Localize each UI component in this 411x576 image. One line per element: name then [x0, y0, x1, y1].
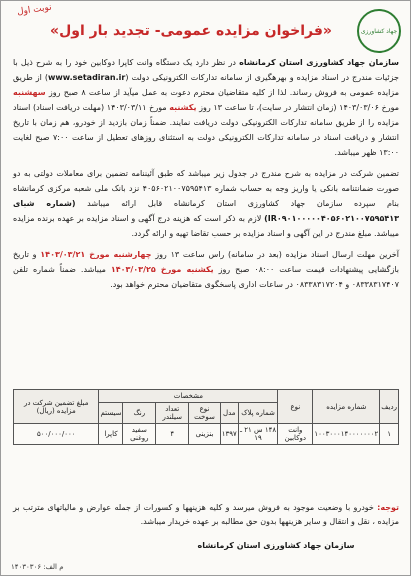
ad-code: م الف: ۱۴۰۳۰۳۰۶	[11, 563, 64, 571]
col-fuel: نوع سوخت	[189, 403, 220, 424]
intro-text-3: مورخ ۱۴۰۳/۰۳/۰۶ (زمان انتشار در سایت)، تا ساعت ۱۳ روز	[196, 103, 400, 112]
deadline-day: یکشنبه	[169, 103, 197, 112]
organization-logo	[357, 9, 401, 53]
col-pelak: شماره پلاک	[238, 403, 278, 424]
intro-text-1: در نظر دارد یک دستگاه وانت کاپرا دوکابین خود را به شرح ذیل با جزئیات مندرج در اسناد مزایده و بهرهگیری از سامانه تدارکات الکترونیکی دولت (	[13, 58, 399, 82]
paragraph-deadline	[13, 247, 399, 292]
organization-name: سازمان جهاد کشاورزی استان کرمانشاه	[239, 58, 399, 67]
deadline-text-3: میباشد. ضمناً شماره تلفن ۰۸۳۳۸۳۱۷۴۰۷ و ۰۸۳۳۸۳۱۷۲۰۴ در ساعات اداری پاسخگوی متقاضیان محترم خواهد بود.	[13, 265, 399, 289]
col-color: رنگ	[123, 403, 156, 424]
vehicle-table	[13, 389, 399, 445]
opening-day: یکشنبه	[186, 265, 214, 274]
start-day: سهشنبه	[13, 88, 46, 97]
cell-row: ۱	[380, 424, 399, 445]
col-specs: مشخصات	[99, 390, 278, 403]
note	[13, 501, 399, 529]
submit-day: چهارشنبه	[113, 250, 152, 259]
col-row: ردیف	[380, 390, 399, 424]
note-label: توجه:	[377, 503, 399, 512]
logo-text: جهاد کشاورزی	[360, 27, 398, 35]
guarantee-text-2: لازم به ذکر است که هزینه درج آگهی و اسناد مزایده بر عهده برنده مزایده میباشد. مبلغ مندرج در این آگهی و اسناد مزایده بر حسب تقاضا تهیه و ارائه گردد.	[13, 214, 399, 238]
page-title: «فراخوان مزایده عمومی- تجدید بار اول»	[50, 23, 332, 39]
col-type: نوع	[278, 390, 313, 424]
note-text: خودرو با وضعیت موجود به فروش میرسد و کلیه هزینهها و کسورات از جمله عوارض و مالیاتهای مترتب بر مزایده ، نقل و انتقال و سایر هزینهها بدون حق مطالبه بر عهده خریدار میباشد.	[13, 503, 399, 526]
col-model: مدل	[220, 403, 238, 424]
cell-cyl: ۴	[156, 424, 189, 445]
cell-system: کاپرا	[99, 424, 123, 445]
deadline-text-2: و تاریخ بازگشایی پیشنهادات قیمت ساعت ۰۸:۰۰ صبح روز	[13, 250, 399, 274]
paragraph-intro	[13, 55, 399, 160]
announcement-body	[13, 55, 399, 298]
deadline-text-1: آخرین مهلت ارسال اسناد مزایده (بعد در سامانه) راس ساعت ۱۳ روز	[151, 250, 399, 259]
cell-model: ۱۳۹۷	[220, 424, 238, 445]
col-system: سیستم	[99, 403, 123, 424]
paragraph-guarantee	[13, 166, 399, 241]
cell-type: وانت دوکابین	[278, 424, 313, 445]
cell-fuel: بنزینی	[189, 424, 220, 445]
website-link[interactable]: www.setadiran.ir	[47, 73, 126, 82]
col-guarantee: مبلغ تضمین شرکت در مزایده (ریال)	[14, 390, 99, 424]
signature: سازمان جهاد کشاورزی استان کرمانشاه	[197, 541, 355, 550]
opening-date: مورخ ۱۴۰۳/۰۳/۲۵	[110, 265, 187, 274]
col-cyl: تعداد سیلندر	[156, 403, 189, 424]
cell-auction: ۱۰۰۳۰۰۰۱۴۰۰۰۰۰۰۰۲	[313, 424, 380, 445]
cell-guarantee: ۵۰۰/۰۰۰/۰۰۰	[14, 424, 99, 445]
intro-text-2: ) از طریق مزایده عمومی به فروش رساند. لذا از کلیه متقاضیان محترم دعوت به عمل میآید از ساعت ۸ صبح روز	[13, 73, 399, 97]
notice-tag: نوبت اول	[16, 2, 53, 18]
cell-pelak: ۱۴۸ س ۲۱ ـ ۱۹	[238, 424, 278, 445]
cell-color: سفید روغنی	[123, 424, 156, 445]
intro-text-4: مورخ ۱۴۰۳/۰۳/۱۱ (مهلت دریافت اسناد) اسناد مزایده را از طریق سامانه تدارکات الکترونیکی دولت دریافت نمایند. ضمناً زمان بازدید از خودرو، هم زمان با تاریخ انتشار و دریافت اسناد در سامانه تدارکات الکترونیکی دولت به استثنای روزهای تعطیل از ساعت ۷:۰۰ صبح لغایت ۱۳:۰۰ ظهر میباشد.	[13, 103, 399, 157]
sheba-number: (شماره شبای IR۰۹۰۱۰۰۰۰۰۴۰۵۶۰۲۱۰۰۷۵۹۵۴۱۳)	[13, 199, 399, 223]
table-header-row	[14, 390, 399, 403]
submit-date: مورخ ۱۴۰۳/۰۳/۲۱	[40, 250, 114, 259]
col-auction: شماره مزایده	[313, 390, 380, 424]
table-row	[14, 424, 399, 445]
guarantee-text-1: تضمین شرکت در مزایده به شرح مندرج در جدول زیر میباشد که طبق آئیننامه تضمین برای معاملات دولتی به دو صورت ضمانتنامه بانکی یا واریز وجه به حساب شماره ۴۰۵۶۰۲۱۰۰۷۵۹۵۴۱۳ نزد بانک ملی شعبه مرکزی کرمانشاه بنام سپرده سازمان جهاد کشاورزی استان کرمانشاه قابل ارائه میباشد	[13, 169, 400, 208]
